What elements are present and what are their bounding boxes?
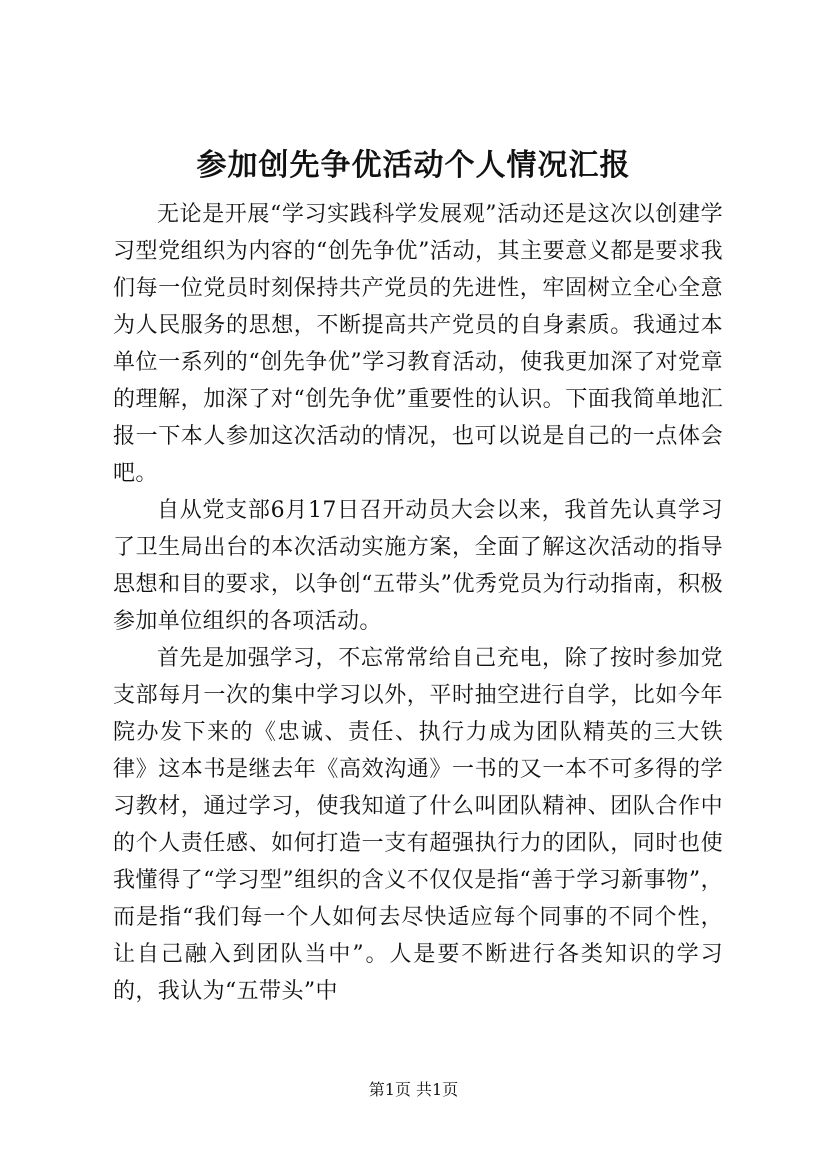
paragraph-1: 无论是开展“学习实践科学发展观”活动还是这次以创建学习型党组织为内容的“创先争优”活动，其主要意义都是要求我们每一位党员时刻保持共产党员的先进性，牢固树立全心全意为人民服务的思想，不断提高共产党员的自身素质。我通过本单位一系列的“创先争优”学习教育活动，使我更加深了对党章的理解，加深了对“创先争优”重要性的认识。下面我简单地汇报一下本人参加这次活动的情况，也可以说是自己的一点体会吧。 bbox=[113, 202, 723, 486]
paragraph-2: 自从党支部6月17日召开动员大会以来，我首先认真学习了卫生局出台的本次活动实施方案，全面了解这次活动的指导思想和目的要求，以争创“五带头”优秀党员为行动指南，积极参加单位组织的各项活动。 bbox=[113, 498, 723, 634]
document-body bbox=[113, 196, 723, 1010]
paragraph-3: 首先是加强学习，不忘常常给自己充电，除了按时参加党支部每月一次的集中学习以外，平时抽空进行自学，比如今年院办发下来的《忠诚、责任、执行力成为团队精英的三大铁律》这本书是继去年《高效沟通》一书的又一本不可多得的学习教材，通过学习，使我知道了什么叫团队精神、团队合作中的个人责任感、如何打造一支有超强执行力的团队，同时也使我懂得了“学习型”组织的含义不仅仅是指“善于学习新事物”，而是指“我们每一个人如何去尽快适应每个同事的不同个性，让自己融入到团队当中”。人是要不断进行各类知识的学习的，我认为“五带头”中 bbox=[113, 646, 723, 1004]
document-title: 参加创先争优活动个人情况汇报 bbox=[196, 148, 631, 183]
page-footer: 第1页 共1页 bbox=[368, 1080, 459, 1099]
